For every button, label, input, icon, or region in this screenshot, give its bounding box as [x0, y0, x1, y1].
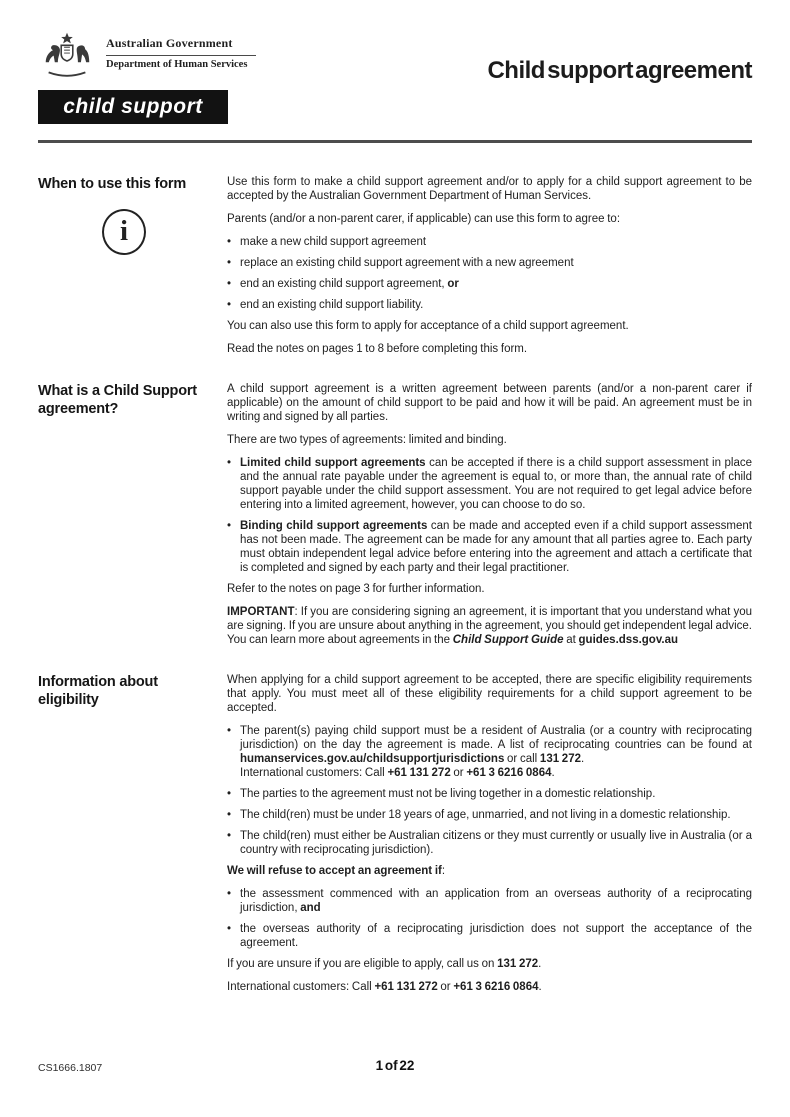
text-segment: end an existing child support liability. [240, 299, 424, 311]
bullet-text [240, 787, 752, 801]
text-segment: can be made and accepted even if a child support assessment has not been made. The agreement can be made for any amount that all parties agree to. Each party must obtain independent legal advice before entering into the agreement and attach a certificate that is completed and signed by each party and their legal practitioner. [240, 520, 752, 574]
text-segment: If you are unsure if you are eligible to apply, call us on [227, 958, 498, 970]
bullet-text [240, 456, 752, 512]
paragraph [227, 673, 752, 715]
bullet-item [227, 808, 752, 822]
text-segment: +61 3 6216 0864 [453, 981, 539, 993]
bullet-item [227, 829, 752, 857]
bullet-icon: • [227, 299, 232, 311]
sections [38, 175, 752, 994]
text-segment: replace an existing child support agreement with a new agreement [240, 257, 574, 269]
form-code: CS1666.1807 [38, 1062, 103, 1074]
bullet-text [240, 724, 752, 780]
bullet-text [240, 519, 752, 575]
bullet-icon: • [227, 888, 232, 900]
text-segment: The parties to the agreement must not be living together in a domestic relationship. [240, 788, 656, 800]
text-segment: The child(ren) must either be Australian citizens or they must currently or usually live in Australia (or a country with reciprocating jurisdiction). [240, 830, 752, 856]
bullet-item [227, 256, 752, 270]
bullet-text [240, 298, 752, 312]
text-segment: Refer to the notes on page 3 for further information. [227, 583, 485, 595]
paragraph [227, 342, 752, 356]
bullet-item [227, 277, 752, 291]
text-segment: end an existing child support agreement, [240, 278, 448, 290]
section [38, 382, 752, 647]
text-segment: Binding child support agreements [240, 520, 428, 532]
text-segment: Use this form to make a child support agreement and/or to apply for a child support agreement to be accepted by the Australian Government Department of Human Services. [227, 176, 752, 202]
bullet-item [227, 235, 752, 249]
section-heading: What is a Child Support agreement? [38, 383, 197, 417]
bullet-item [227, 787, 752, 801]
bullet-item [227, 298, 752, 312]
section-heading: Information about eligibility [38, 674, 158, 708]
bullet-item [227, 922, 752, 950]
bullet-text [240, 235, 752, 249]
paragraph [227, 212, 752, 226]
text-segment: International customers: Call [240, 767, 388, 779]
text-segment: The child(ren) must be under 18 years of age, unmarried, and not living in a domestic relationship. [240, 809, 731, 821]
footer [0, 1058, 790, 1088]
section [38, 175, 752, 356]
section-heading-column [38, 382, 210, 647]
paragraph [227, 582, 752, 596]
paragraph [227, 980, 752, 994]
bullet-item [227, 724, 752, 780]
paragraph [227, 382, 752, 424]
text-segment: The parent(s) paying child support must be a resident of Australia (or a country with reciprocating jurisdiction) on the day the agreement is made. A list of reciprocating countries can be found at [240, 725, 752, 751]
text-segment: the overseas authority of a reciprocating jurisdiction does not support the acceptance of the agreement. [240, 923, 752, 949]
page-number: 1 of 22 [375, 1058, 415, 1073]
text-segment: Child Support Guide [452, 634, 564, 646]
text-segment: +61 131 272 [387, 767, 451, 779]
text-segment: . [551, 767, 555, 779]
text-segment: and [300, 902, 321, 914]
bullet-text [240, 808, 752, 822]
text-segment: We will refuse to accept an agreement if [227, 865, 442, 877]
text-segment: You can also use this form to apply for acceptance of a child support agreement. [227, 320, 629, 332]
paragraph [227, 175, 752, 203]
gov-name: Australian Government [106, 36, 256, 56]
bullet-icon: • [227, 788, 232, 800]
section-body [227, 175, 752, 356]
bullet-text [240, 256, 752, 270]
bullet-text [240, 277, 752, 291]
text-segment: IMPORTANT [227, 606, 295, 618]
section [38, 673, 752, 994]
text-segment: : [441, 865, 446, 877]
text-segment: can be accepted if there is a child support assessment in place and the annual rate payable under the agreement is equal to, or more than, the annual rate of child support payable under the child support assessment. You are not required to get legal advice before entering into a limited agreement, however, you can choose to do so. [240, 457, 752, 511]
text-segment: or [437, 981, 454, 993]
paragraph [227, 957, 752, 971]
text-segment: . [581, 753, 585, 765]
text-segment: humanservices.gov.au/childsupportjurisdictions [240, 753, 505, 765]
bullet-icon: • [227, 236, 232, 248]
text-segment: +61 131 272 [374, 981, 438, 993]
gov-dept: Department of Human Services [106, 59, 248, 70]
text-segment: guides.dss.gov.au [578, 634, 678, 646]
bullet-icon: • [227, 725, 232, 737]
text-segment: : If you are considering signing an agreement, it is important that you understand what you are signing. If you are unsure about anything in the agreement, you should get independent legal advice. You can learn more about agreements in the [227, 606, 752, 646]
government-text [106, 36, 256, 70]
text-segment: make a new child support agreement [240, 236, 427, 248]
header-rule [38, 140, 752, 143]
bullet-icon: • [227, 923, 232, 935]
bullet-icon: • [227, 520, 232, 532]
text-segment: or [447, 278, 459, 290]
text-segment: the assessment commenced with an application from an overseas authority of a reciprocating jurisdiction, [240, 888, 752, 914]
child-support-brand-box [38, 90, 228, 124]
section-heading-column [38, 175, 210, 356]
paragraph [227, 605, 752, 647]
page-title: Child support agreement [487, 57, 752, 84]
bullet-icon: • [227, 809, 232, 821]
text-segment: There are two types of agreements: limited and binding. [227, 434, 507, 446]
info-icon: i [102, 209, 146, 255]
section-heading-column [38, 673, 210, 994]
bullet-item [227, 456, 752, 512]
bullet-item [227, 887, 752, 915]
text-segment: 131 272 [497, 958, 539, 970]
paragraph [227, 864, 752, 878]
bullet-icon: • [227, 278, 232, 290]
bullet-text [240, 922, 752, 950]
text-segment: . [538, 958, 542, 970]
section-body [227, 382, 752, 647]
text-segment: +61 3 6216 0864 [466, 767, 552, 779]
text-segment: 131 272 [539, 753, 581, 765]
bullet-icon: • [227, 830, 232, 842]
text-segment: Limited child support agreements [240, 457, 426, 469]
header [38, 0, 752, 143]
text-segment: at [563, 634, 579, 646]
australian-coat-of-arms-icon [38, 32, 96, 83]
paragraph [227, 433, 752, 447]
text-segment: or call [504, 753, 540, 765]
text-segment: When applying for a child support agreement to be accepted, there are specific eligibility requirements that apply. You must meet all of these eligibility requirements for a child support agreement to be accepted. [227, 674, 752, 714]
section-heading: When to use this form [38, 176, 187, 192]
paragraph [227, 319, 752, 333]
text-segment: Parents (and/or a non-parent carer, if applicable) can use this form to agree to: [227, 213, 621, 225]
bullet-icon: • [227, 457, 232, 469]
text-segment: International customers: Call [227, 981, 375, 993]
brand-label: child support [63, 95, 203, 118]
bullet-icon: • [227, 257, 232, 269]
bullet-text [240, 829, 752, 857]
bullet-text [240, 887, 752, 915]
text-segment: or [450, 767, 467, 779]
text-segment: . [538, 981, 542, 993]
bullet-item [227, 519, 752, 575]
text-segment: A child support agreement is a written agreement between parents (and/or a non-parent carer if applicable) on the amount of child support to be paid and how it will be paid. An agreement must be in writing and signed by all parties. [227, 383, 752, 423]
text-segment: Read the notes on pages 1 to 8 before completing this form. [227, 343, 528, 355]
section-body [227, 673, 752, 994]
